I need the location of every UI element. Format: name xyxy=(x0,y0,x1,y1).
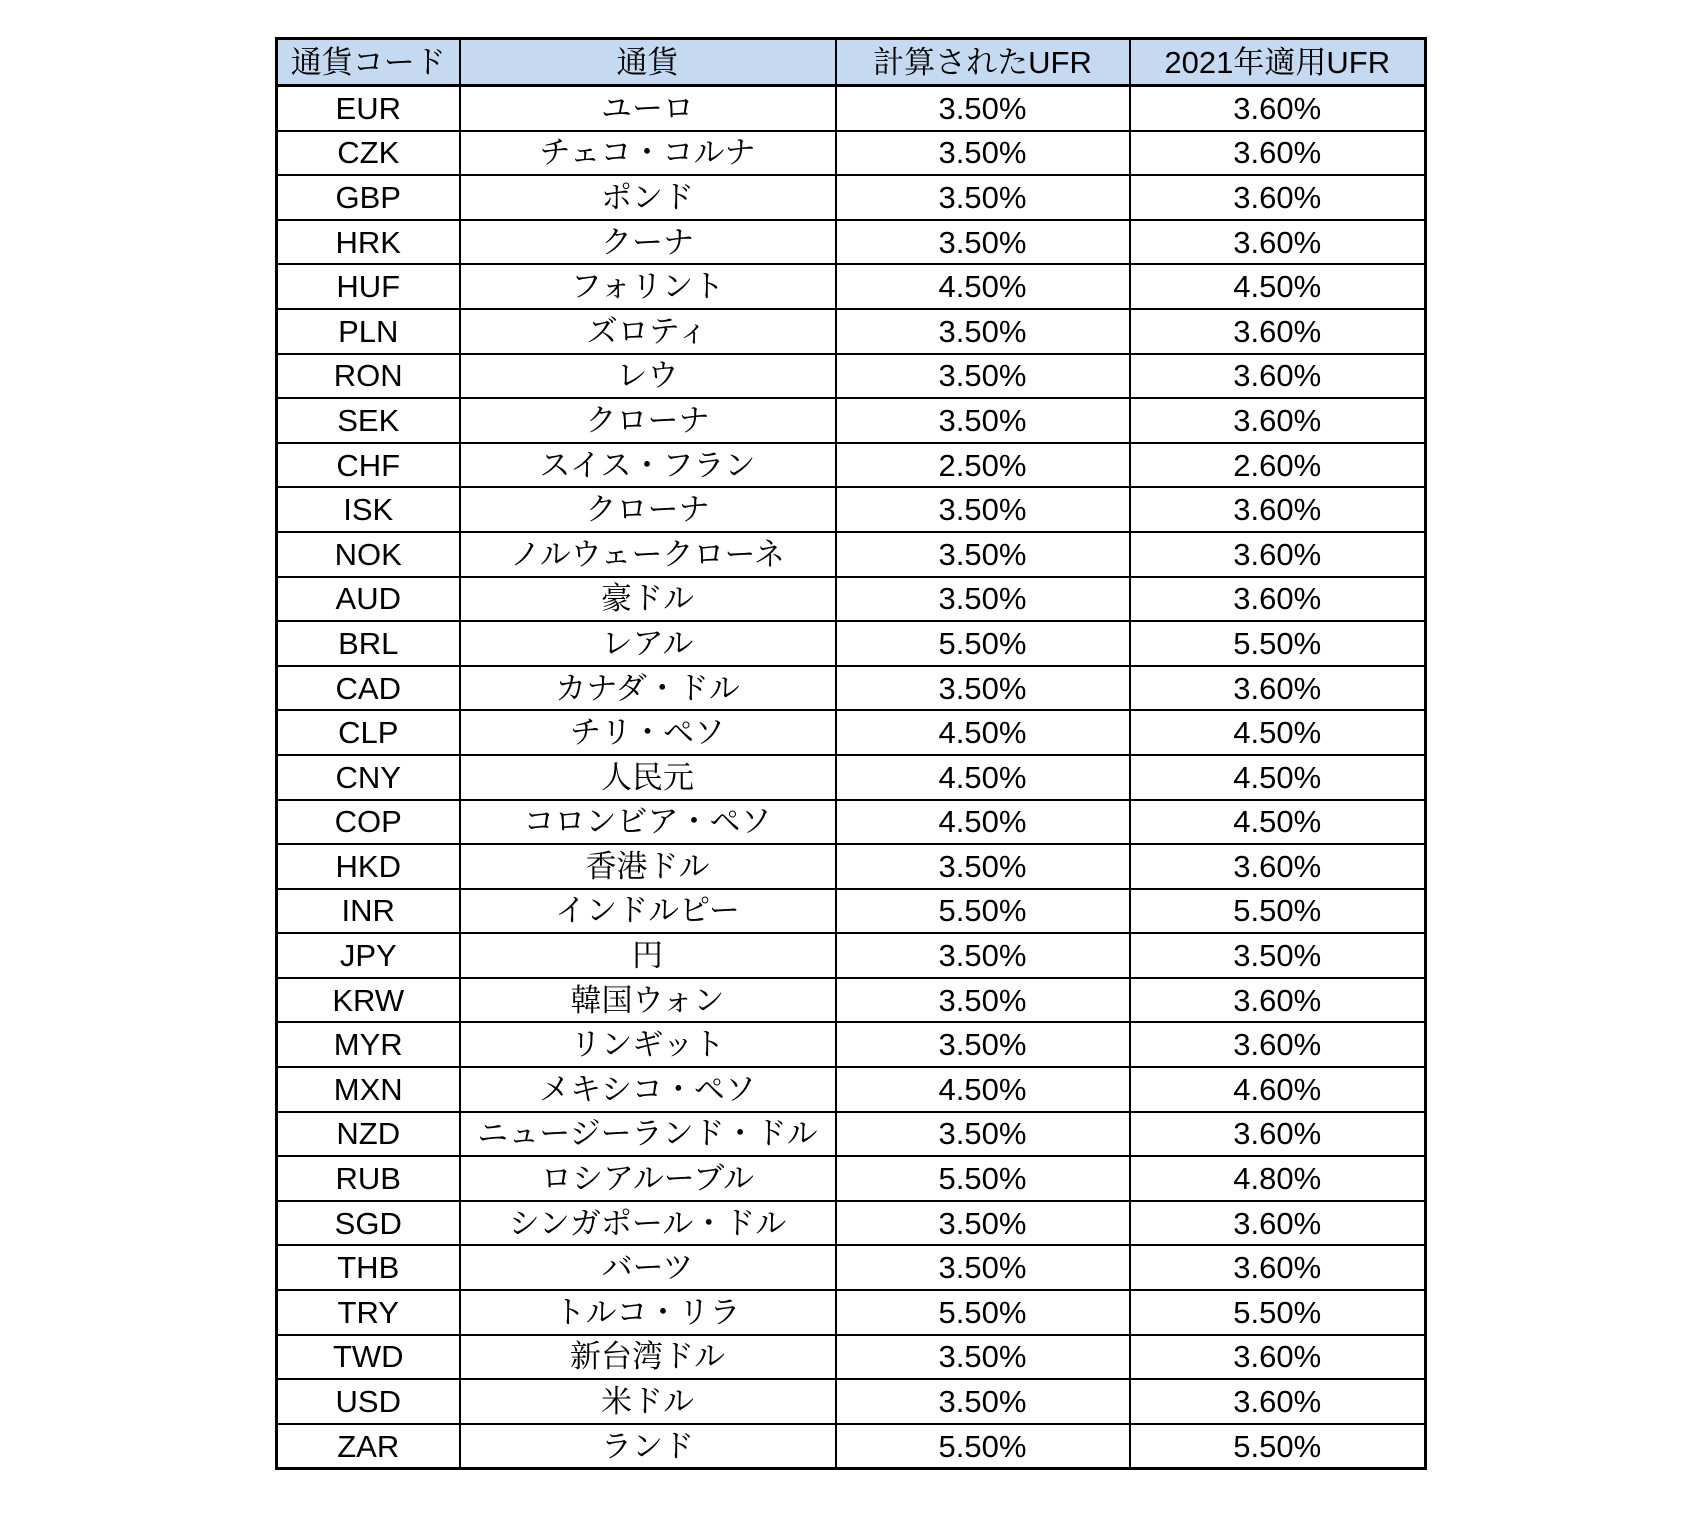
applied-ufr-cell: 3.60% xyxy=(1130,978,1426,1023)
applied-ufr-cell: 3.60% xyxy=(1130,1201,1426,1246)
calculated-ufr-cell: 5.50% xyxy=(836,889,1130,934)
currency-code-cell: HUF xyxy=(277,264,460,309)
calculated-ufr-cell: 3.50% xyxy=(836,844,1130,889)
currency-code-cell: EUR xyxy=(277,86,460,131)
table-row xyxy=(277,487,1426,532)
calculated-ufr-cell: 5.50% xyxy=(836,1156,1130,1201)
currency-name-cell: チリ・ペソ xyxy=(460,710,836,755)
calculated-ufr-cell: 3.50% xyxy=(836,532,1130,577)
applied-ufr-cell: 5.50% xyxy=(1130,1290,1426,1335)
applied-ufr-cell: 3.60% xyxy=(1130,666,1426,711)
currency-name-cell: 韓国ウォン xyxy=(460,978,836,1023)
applied-ufr-cell: 3.60% xyxy=(1130,175,1426,220)
header-applied-ufr-2021: 2021年適用UFR xyxy=(1130,39,1426,86)
calculated-ufr-cell: 5.50% xyxy=(836,1290,1130,1335)
currency-name-cell: ランド xyxy=(460,1424,836,1469)
table-row xyxy=(277,532,1426,577)
applied-ufr-cell: 3.60% xyxy=(1130,1379,1426,1424)
currency-name-cell: トルコ・リラ xyxy=(460,1290,836,1335)
calculated-ufr-cell: 2.50% xyxy=(836,443,1130,488)
header-calculated-ufr: 計算されたUFR xyxy=(836,39,1130,86)
currency-code-cell: GBP xyxy=(277,175,460,220)
applied-ufr-cell: 4.50% xyxy=(1130,755,1426,800)
currency-code-cell: RON xyxy=(277,354,460,399)
calculated-ufr-cell: 3.50% xyxy=(836,309,1130,354)
table-row xyxy=(277,577,1426,622)
currency-code-cell: MYR xyxy=(277,1022,460,1067)
applied-ufr-cell: 3.60% xyxy=(1130,220,1426,265)
currency-name-cell: インドルピー xyxy=(460,889,836,934)
applied-ufr-cell: 2.60% xyxy=(1130,443,1426,488)
table-row xyxy=(277,800,1426,845)
table-row xyxy=(277,710,1426,755)
currency-code-cell: RUB xyxy=(277,1156,460,1201)
currency-name-cell: ノルウェークローネ xyxy=(460,532,836,577)
currency-code-cell: ISK xyxy=(277,487,460,532)
calculated-ufr-cell: 3.50% xyxy=(836,487,1130,532)
table-row xyxy=(277,933,1426,978)
applied-ufr-cell: 5.50% xyxy=(1130,1424,1426,1469)
currency-name-cell: クーナ xyxy=(460,220,836,265)
calculated-ufr-cell: 3.50% xyxy=(836,666,1130,711)
currency-code-cell: THB xyxy=(277,1245,460,1290)
currency-name-cell: フォリント xyxy=(460,264,836,309)
currency-code-cell: SEK xyxy=(277,398,460,443)
table-row xyxy=(277,1335,1426,1380)
currency-name-cell: ポンド xyxy=(460,175,836,220)
currency-name-cell: クローナ xyxy=(460,487,836,532)
currency-name-cell: ズロティ xyxy=(460,309,836,354)
table-row xyxy=(277,666,1426,711)
calculated-ufr-cell: 3.50% xyxy=(836,1022,1130,1067)
currency-name-cell: シンガポール・ドル xyxy=(460,1201,836,1246)
currency-code-cell: JPY xyxy=(277,933,460,978)
calculated-ufr-cell: 3.50% xyxy=(836,86,1130,131)
table-row xyxy=(277,1067,1426,1112)
applied-ufr-cell: 3.60% xyxy=(1130,398,1426,443)
applied-ufr-cell: 4.50% xyxy=(1130,710,1426,755)
applied-ufr-cell: 3.60% xyxy=(1130,86,1426,131)
table-row xyxy=(277,443,1426,488)
calculated-ufr-cell: 5.50% xyxy=(836,621,1130,666)
applied-ufr-cell: 3.60% xyxy=(1130,487,1426,532)
applied-ufr-cell: 3.50% xyxy=(1130,933,1426,978)
applied-ufr-cell: 4.80% xyxy=(1130,1156,1426,1201)
currency-name-cell: 人民元 xyxy=(460,755,836,800)
calculated-ufr-cell: 3.50% xyxy=(836,1379,1130,1424)
applied-ufr-cell: 4.50% xyxy=(1130,800,1426,845)
currency-code-cell: TWD xyxy=(277,1335,460,1380)
currency-name-cell: チェコ・コルナ xyxy=(460,131,836,176)
currency-code-cell: CHF xyxy=(277,443,460,488)
applied-ufr-cell: 3.60% xyxy=(1130,131,1426,176)
currency-code-cell: KRW xyxy=(277,978,460,1023)
calculated-ufr-cell: 4.50% xyxy=(836,800,1130,845)
table-row xyxy=(277,398,1426,443)
currency-code-cell: HRK xyxy=(277,220,460,265)
currency-code-cell: CLP xyxy=(277,710,460,755)
calculated-ufr-cell: 3.50% xyxy=(836,398,1130,443)
table-row xyxy=(277,1290,1426,1335)
currency-code-cell: NZD xyxy=(277,1112,460,1157)
currency-name-cell: バーツ xyxy=(460,1245,836,1290)
table-row xyxy=(277,86,1426,131)
applied-ufr-cell: 4.50% xyxy=(1130,264,1426,309)
currency-code-cell: AUD xyxy=(277,577,460,622)
table-row xyxy=(277,131,1426,176)
currency-code-cell: CNY xyxy=(277,755,460,800)
calculated-ufr-cell: 4.50% xyxy=(836,264,1130,309)
table-row xyxy=(277,220,1426,265)
currency-code-cell: HKD xyxy=(277,844,460,889)
calculated-ufr-cell: 3.50% xyxy=(836,978,1130,1023)
currency-name-cell: コロンビア・ペソ xyxy=(460,800,836,845)
calculated-ufr-cell: 3.50% xyxy=(836,1201,1130,1246)
table-row xyxy=(277,1201,1426,1246)
applied-ufr-cell: 3.60% xyxy=(1130,844,1426,889)
header-currency-name: 通貨 xyxy=(460,39,836,86)
applied-ufr-cell: 3.60% xyxy=(1130,1022,1426,1067)
header-currency-code: 通貨コード xyxy=(277,39,460,86)
applied-ufr-cell: 5.50% xyxy=(1130,621,1426,666)
table-row xyxy=(277,844,1426,889)
applied-ufr-cell: 3.60% xyxy=(1130,309,1426,354)
table-row xyxy=(277,889,1426,934)
currency-name-cell: 新台湾ドル xyxy=(460,1335,836,1380)
table-row xyxy=(277,755,1426,800)
currency-name-cell: レアル xyxy=(460,621,836,666)
calculated-ufr-cell: 3.50% xyxy=(836,354,1130,399)
calculated-ufr-cell: 3.50% xyxy=(836,577,1130,622)
applied-ufr-cell: 3.60% xyxy=(1130,577,1426,622)
table-header xyxy=(277,39,1426,86)
currency-code-cell: ZAR xyxy=(277,1424,460,1469)
calculated-ufr-cell: 5.50% xyxy=(836,1424,1130,1469)
calculated-ufr-cell: 4.50% xyxy=(836,1067,1130,1112)
currency-name-cell: ユーロ xyxy=(460,86,836,131)
applied-ufr-cell: 3.60% xyxy=(1130,354,1426,399)
currency-code-cell: TRY xyxy=(277,1290,460,1335)
calculated-ufr-cell: 3.50% xyxy=(836,933,1130,978)
calculated-ufr-cell: 4.50% xyxy=(836,755,1130,800)
currency-code-cell: USD xyxy=(277,1379,460,1424)
applied-ufr-cell: 5.50% xyxy=(1130,889,1426,934)
currency-code-cell: PLN xyxy=(277,309,460,354)
table-row xyxy=(277,1424,1426,1469)
currency-name-cell: レウ xyxy=(460,354,836,399)
table-row xyxy=(277,621,1426,666)
calculated-ufr-cell: 3.50% xyxy=(836,175,1130,220)
currency-code-cell: MXN xyxy=(277,1067,460,1112)
currency-code-cell: COP xyxy=(277,800,460,845)
currency-name-cell: 円 xyxy=(460,933,836,978)
table-body xyxy=(277,86,1426,1469)
table-row xyxy=(277,175,1426,220)
currency-code-cell: NOK xyxy=(277,532,460,577)
calculated-ufr-cell: 3.50% xyxy=(836,131,1130,176)
applied-ufr-cell: 4.60% xyxy=(1130,1067,1426,1112)
currency-code-cell: INR xyxy=(277,889,460,934)
currency-name-cell: スイス・フラン xyxy=(460,443,836,488)
applied-ufr-cell: 3.60% xyxy=(1130,532,1426,577)
calculated-ufr-cell: 4.50% xyxy=(836,710,1130,755)
table-row xyxy=(277,1379,1426,1424)
currency-code-cell: SGD xyxy=(277,1201,460,1246)
table-row xyxy=(277,354,1426,399)
table-row xyxy=(277,309,1426,354)
calculated-ufr-cell: 3.50% xyxy=(836,1245,1130,1290)
applied-ufr-cell: 3.60% xyxy=(1130,1245,1426,1290)
currency-code-cell: CZK xyxy=(277,131,460,176)
ufr-table xyxy=(275,37,1427,1470)
currency-name-cell: クローナ xyxy=(460,398,836,443)
applied-ufr-cell: 3.60% xyxy=(1130,1335,1426,1380)
table-row xyxy=(277,1245,1426,1290)
calculated-ufr-cell: 3.50% xyxy=(836,220,1130,265)
currency-name-cell: リンギット xyxy=(460,1022,836,1067)
table-row xyxy=(277,978,1426,1023)
currency-code-cell: CAD xyxy=(277,666,460,711)
currency-name-cell: ロシアルーブル xyxy=(460,1156,836,1201)
currency-name-cell: ニュージーランド・ドル xyxy=(460,1112,836,1157)
calculated-ufr-cell: 3.50% xyxy=(836,1335,1130,1380)
calculated-ufr-cell: 3.50% xyxy=(836,1112,1130,1157)
applied-ufr-cell: 3.60% xyxy=(1130,1112,1426,1157)
table-row xyxy=(277,264,1426,309)
currency-name-cell: メキシコ・ペソ xyxy=(460,1067,836,1112)
currency-name-cell: カナダ・ドル xyxy=(460,666,836,711)
table-row xyxy=(277,1156,1426,1201)
table-row xyxy=(277,1022,1426,1067)
currency-code-cell: BRL xyxy=(277,621,460,666)
currency-name-cell: 豪ドル xyxy=(460,577,836,622)
header-row xyxy=(277,39,1426,86)
currency-name-cell: 香港ドル xyxy=(460,844,836,889)
currency-name-cell: 米ドル xyxy=(460,1379,836,1424)
table-row xyxy=(277,1112,1426,1157)
